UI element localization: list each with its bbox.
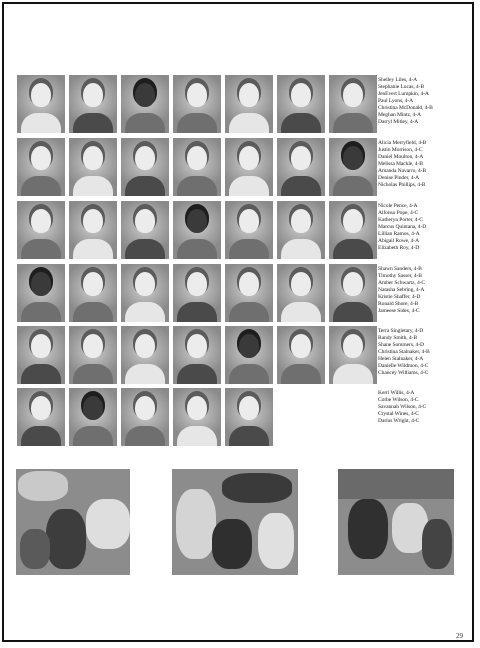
student-name: Katheryn Porter, 4-C: [378, 217, 423, 223]
student-portrait: [329, 75, 377, 133]
student-name: Nicholas Phillips, 4-B: [378, 182, 426, 188]
student-name-list: [378, 390, 468, 425]
student-portrait: [17, 75, 65, 133]
student-name: Paul Lyons, 4-A: [378, 98, 414, 104]
student-portrait: [121, 201, 169, 259]
student-portrait: [121, 138, 169, 196]
student-portrait: [277, 138, 325, 196]
student-portrait: [277, 326, 325, 384]
student-name: Shane Sommers, 4-D: [378, 342, 424, 348]
student-portrait: [225, 201, 273, 259]
student-name: Timothy Sasser, 4-B: [378, 273, 422, 279]
student-portrait: [69, 201, 117, 259]
student-name: Kerri Willis, 4-A: [378, 390, 415, 396]
student-portrait: [69, 326, 117, 384]
student-name-list: [378, 140, 468, 189]
page-number: 29: [456, 632, 463, 640]
student-portrait: [329, 264, 377, 322]
student-name: Abigail Rowe, 4-A: [378, 238, 420, 244]
student-name: Justin Morrison, 4-C: [378, 147, 423, 153]
student-portrait: [69, 388, 117, 446]
student-name: Meghan Mintz, 4-A: [378, 112, 421, 118]
student-name: Shelley Liles, 4-A: [378, 77, 418, 83]
yearbook-page: [2, 2, 474, 642]
student-portrait: [17, 201, 65, 259]
student-portrait: [69, 264, 117, 322]
student-portrait: [121, 388, 169, 446]
student-name: Denise Pinder, 4-A: [378, 175, 420, 181]
student-name: Melissa Mackle, 4-B: [378, 161, 423, 167]
student-name: Christina Stalnaker, 4-B: [378, 349, 430, 355]
student-portrait: [277, 264, 325, 322]
student-portrait: [121, 264, 169, 322]
student-portrait: [277, 201, 325, 259]
student-portrait: [17, 138, 65, 196]
student-portrait: [225, 75, 273, 133]
student-name: JenEvert Lumpkin, 4-A: [378, 91, 429, 97]
student-portrait: [173, 138, 221, 196]
candid-photo-classroom-2: [172, 469, 298, 575]
student-name: Corbe Wilson, 4-C: [378, 397, 419, 403]
student-portrait: [121, 75, 169, 133]
student-name-list: [378, 77, 468, 126]
student-portrait: [173, 264, 221, 322]
student-name: Ronald Shore, 4-B: [378, 301, 419, 307]
student-name: Darryl Mitley, 4-A: [378, 119, 419, 125]
student-portrait: [17, 388, 65, 446]
student-portrait: [69, 75, 117, 133]
student-name: Nicole Pence, 4-A: [378, 203, 418, 209]
student-portrait: [173, 326, 221, 384]
student-name: Kristie Shaffer, 4-D: [378, 294, 421, 300]
student-name: Alicia Merryfield, 4-B: [378, 140, 427, 146]
student-name: Crystal Wines, 4-C: [378, 411, 419, 417]
student-name: Terra Singletary, 4-D: [378, 328, 424, 334]
student-name: Elizabeth Roy, 4-D: [378, 245, 420, 251]
student-name: Danielle Wildmon, 4-C: [378, 363, 429, 369]
student-portrait: [173, 75, 221, 133]
student-portrait: [225, 388, 273, 446]
student-name-list: [378, 266, 468, 315]
student-portrait: [173, 388, 221, 446]
student-name: Randy Smith, 4-B: [378, 335, 417, 341]
student-portrait: [329, 326, 377, 384]
student-portrait: [173, 201, 221, 259]
student-name-list: [378, 203, 468, 252]
student-name: Stephanie Lucas, 4-B: [378, 84, 425, 90]
student-name: Amber Schwartz, 4-C: [378, 280, 426, 286]
student-portrait: [69, 138, 117, 196]
student-name: Christina McDonald, 4-B: [378, 105, 433, 111]
student-name: Shawn Sanders, 4-B: [378, 266, 422, 272]
student-portrait: [277, 75, 325, 133]
student-portrait: [121, 326, 169, 384]
student-name: Chancey Williams, 4-C: [378, 370, 429, 376]
student-name: Darius Wright, 4-C: [378, 418, 420, 424]
student-name: Helen Stalnaker, 4-A: [378, 356, 424, 362]
student-portrait: [225, 326, 273, 384]
student-name-list: [378, 328, 468, 377]
student-portrait: [329, 201, 377, 259]
student-portrait: [17, 264, 65, 322]
student-name: Daniel Moulton, 4-A: [378, 154, 424, 160]
student-portrait: [329, 138, 377, 196]
student-name: Alfonso Pope, 4-C: [378, 210, 419, 216]
student-name: Natasha Sebring, 4-A: [378, 287, 425, 293]
student-name: Jameese Sides, 4-C: [378, 308, 420, 314]
student-portrait: [17, 326, 65, 384]
student-name: Marcus Quintana, 4-D: [378, 224, 427, 230]
student-portrait: [225, 264, 273, 322]
candid-photo-classroom-1: [16, 469, 130, 575]
student-name: Lillian Ramos, 4-A: [378, 231, 420, 237]
student-name: Amanda Navarro, 4-B: [378, 168, 426, 174]
student-portrait: [225, 138, 273, 196]
student-name: Savannah Wilson, 4-C: [378, 404, 427, 410]
candid-photo-classroom-3: [338, 469, 454, 575]
